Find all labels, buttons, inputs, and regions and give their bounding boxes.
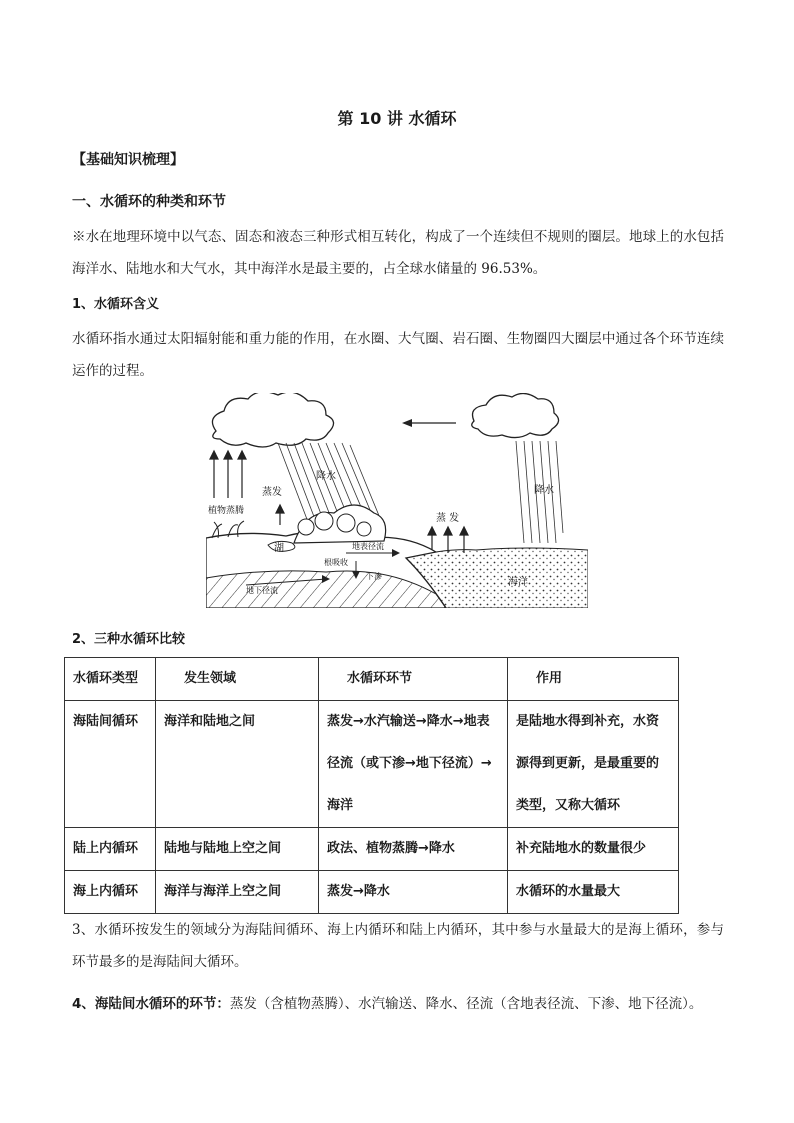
label-groundwater-flow: 地下径流 (246, 586, 278, 595)
table-cell: 海洋和陆地之间 (156, 701, 319, 828)
section-tag: 【基础知识梳理】 (72, 152, 184, 168)
table-cell: 蒸发→降水 (319, 871, 508, 914)
definition-paragraph: 水循环指水通过太阳辐射能和重力能的作用，在水圈、大气圈、岩石圈、生物圈四大圈层中通过各个环节连续运作的过程。 (72, 331, 724, 379)
label-evaporation-right: 蒸 发 (436, 513, 460, 524)
subheading-comparison: 2、三种水循环比较 (72, 632, 186, 647)
table-cell: 陆地与陆地上空之间 (156, 828, 319, 871)
table-cell: 海上内循环 (65, 871, 156, 914)
label-transpiration: 植物蒸腾 (208, 506, 245, 516)
table-header-row (65, 658, 679, 701)
label-surface-runoff: 地表径流 (352, 542, 384, 551)
table-row (65, 828, 679, 871)
table-cell: 海陆间循环 (65, 701, 156, 828)
label-evaporation-left: 蒸发 (262, 487, 282, 498)
label-precipitation-right: 降水 (534, 485, 554, 496)
point-3-paragraph: 3、水循环按发生的领域分为海陆间循环、海上内循环和陆上内循环，其中参与水量最大的是海上循环，参与环节最多的是海陆间大循环。 (72, 922, 724, 970)
table-cell: 陆上内循环 (65, 828, 156, 871)
label-precipitation-left: 降水 (316, 471, 336, 482)
table-header-cell: 作用 (508, 658, 679, 701)
label-lake: 湖 (274, 543, 284, 554)
table-row (65, 871, 679, 914)
table-cell: 蒸发→水汽输送→降水→地表径流（或下渗→地下径流）→海洋 (319, 701, 508, 828)
heading-water-cycle-types: 一、水循环的种类和环节 (72, 194, 226, 210)
table-header-cell: 发生领域 (156, 658, 319, 701)
table-row (65, 701, 679, 828)
point-4-paragraph (72, 988, 724, 1020)
water-cycle-comparison-table (64, 657, 679, 914)
table-header-cell: 水循环类型 (65, 658, 156, 701)
label-infiltration: 下渗 (366, 572, 382, 581)
table-cell: 海洋与海洋上空之间 (156, 871, 319, 914)
point-4-label: 4、海陆间水循环的环节： (72, 996, 230, 1012)
table-cell: 水循环的水量最大 (508, 871, 679, 914)
intro-paragraph: ※水在地理环境中以气态、固态和液态三种形式相互转化，构成了一个连续但不规则的圈层。地球上的水包括海洋水、陆地水和大气水，其中海洋水是最主要的，占全球水储量的 96.53%。 (72, 229, 724, 277)
label-root-absorption: 根吸收 (324, 558, 348, 567)
table-cell: 补充陆地水的数量很少 (508, 828, 679, 871)
water-cycle-diagram (206, 393, 588, 608)
page-title: 第 10 讲 水循环 (337, 109, 457, 128)
subheading-definition: 1、水循环含义 (72, 297, 160, 312)
table-cell: 是陆地水得到补充，水资源得到更新，是最重要的类型，又称大循环 (508, 701, 679, 828)
table-header-cell: 水循环环节 (319, 658, 508, 701)
table-cell: 政法、植物蒸腾→降水 (319, 828, 508, 871)
label-ocean: 海洋 (508, 577, 528, 588)
point-4-text: 蒸发（含植物蒸腾）、水汽输送、降水、径流（含地表径流、下渗、地下径流）。 (229, 996, 703, 1012)
